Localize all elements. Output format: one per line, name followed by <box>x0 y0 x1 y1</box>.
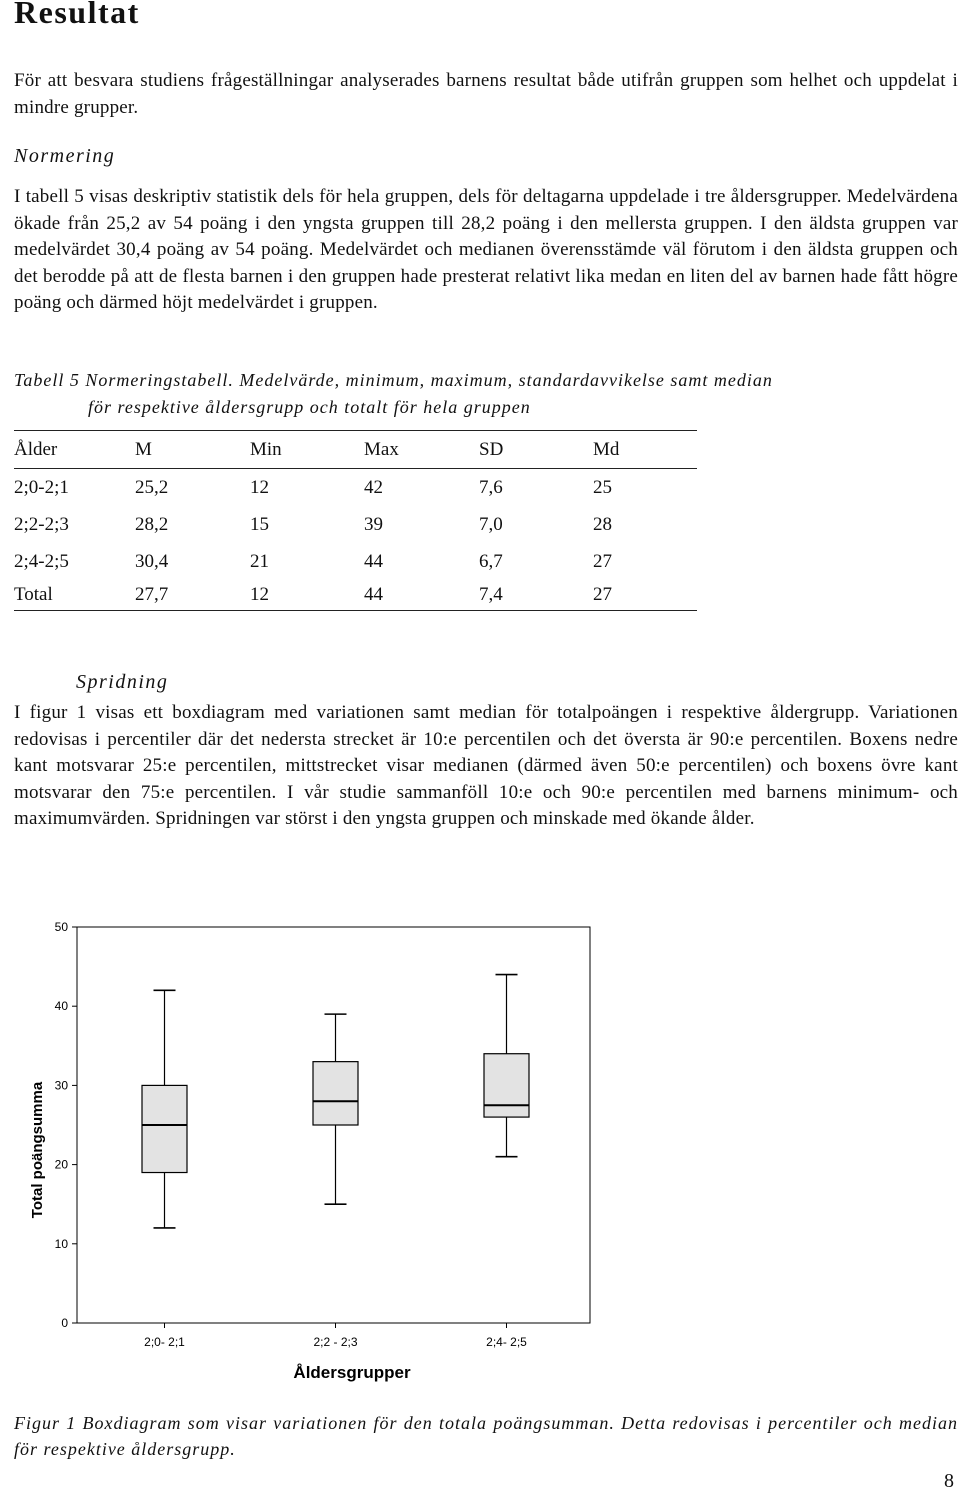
table-row <box>14 580 697 611</box>
table-cell: 21 <box>250 550 269 572</box>
table-caption-line1: Tabell 5 Normeringstabell. Medelvärde, minimum, maximum, standardavvikelse samt median <box>14 370 773 390</box>
figure-caption: Figur 1 Boxdiagram som visar variationen för den totala poängsumman. Detta redovisas i percentiler och median för respektive åldersgrupp. <box>14 1413 958 1459</box>
header-m: M <box>135 431 250 469</box>
table-cell: 15 <box>250 513 269 535</box>
page-number: 8 <box>944 1470 954 1492</box>
box <box>313 1062 358 1125</box>
table-cell: 28,2 <box>135 513 169 535</box>
table-cell: 12 <box>250 580 364 611</box>
x-tick-label: 2;0- 2;1 <box>144 1335 185 1349</box>
table-cell: 42 <box>364 476 383 498</box>
table-cell: 25 <box>593 476 612 498</box>
y-tick-label: 50 <box>54 920 68 934</box>
y-axis-label: Total poängsumma <box>29 1081 46 1219</box>
table-cell: 7,0 <box>479 513 503 535</box>
normering-heading: Normering <box>14 145 116 167</box>
header-max: Max <box>364 431 479 469</box>
spridning-heading: Spridning <box>76 671 169 693</box>
table-cell: 12 <box>250 476 269 498</box>
boxplot-chart <box>0 900 960 1400</box>
table-caption-line2: för respektive åldersgrupp och totalt för hela gruppen <box>88 397 531 417</box>
table-cell: 25,2 <box>135 476 169 498</box>
x-tick-label: 2;4- 2;5 <box>486 1335 527 1349</box>
intro-paragraph: För att besvara studiens frågeställningar analyserades barnens resultat både utifrån gruppen som helhet och uppdelat i mindre grupper. <box>14 70 958 118</box>
table-cell: 44 <box>364 580 479 611</box>
box <box>142 1085 187 1172</box>
table-row <box>14 469 697 507</box>
table-cell: 2;0-2;1 <box>14 476 69 498</box>
x-axis-label: Åldersgrupper <box>293 1363 411 1382</box>
table-cell: 28 <box>593 513 612 535</box>
header-sd: SD <box>479 431 593 469</box>
table-cell: 30,4 <box>135 550 169 572</box>
normering-paragraph: I tabell 5 visas deskriptiv statistik dels för hela gruppen, dels för deltagarna uppdelade i tre åldersgrupper. Medelvärdena ökade från 25,2 av 54 poäng i den yngsta gruppen till 28,2 poäng i den mellersta gruppen. I den äldsta gruppen var medelvärdet 30,4 poäng av 54 poäng. Medelvärdet och medianen överensstämde väl förutom i den äldsta gruppen och det berodde på att de flesta barnen i den gruppen hade presterat relativt lika medan en liten del av barnen hade fått högre poäng och därmed höjt medelvärdet i gruppen. <box>14 186 958 314</box>
table-cell: 2;4-2;5 <box>14 550 69 572</box>
table-cell: Total <box>14 580 135 611</box>
table-cell: 2;2-2;3 <box>14 513 69 535</box>
y-tick-label: 0 <box>61 1316 68 1330</box>
spridning-paragraph: I figur 1 visas ett boxdiagram med variationen samt median för totalpoängen i respektive åldergrupp. Variationen redovisas i percentiler där det nedersta strecket är 10:e percentilen och det översta är 90:e percentilen. Boxens nedre kant motsvarar 25:e percentilen, mittstrecket visar medianen (därmed även 50:e percentilen) och boxens övre kant motsvarar den 75:e percentilen. I vår studie sammanföll 10:e och 90:e percentilen med barnens minimum- och maximumvärden. Spridningen var störst i den yngsta gruppen och minskade med ökande ålder. <box>14 702 958 830</box>
table-cell: 27 <box>593 580 697 611</box>
table-cell: 27 <box>593 550 612 572</box>
norm-table <box>14 430 697 611</box>
header-md: Md <box>593 431 697 469</box>
table-cell: 27,7 <box>135 580 250 611</box>
x-tick-label: 2;2 - 2;3 <box>313 1335 358 1349</box>
table-cell: 7,6 <box>479 476 503 498</box>
y-tick-label: 30 <box>54 1078 68 1093</box>
y-tick-label: 20 <box>54 1157 68 1172</box>
table-cell: 7,4 <box>479 580 593 611</box>
page-title: Resultat <box>14 0 140 30</box>
table-cell: 6,7 <box>479 550 503 572</box>
table-row <box>14 506 697 543</box>
table-row <box>14 543 697 580</box>
y-tick-label: 10 <box>54 1236 68 1251</box>
header-alder: Ålder <box>14 431 135 469</box>
header-min: Min <box>250 431 364 469</box>
table-cell: 39 <box>364 513 383 535</box>
table-cell: 44 <box>364 550 383 572</box>
table-header-row <box>14 431 697 469</box>
box <box>484 1054 529 1117</box>
y-tick-label: 40 <box>54 999 68 1014</box>
